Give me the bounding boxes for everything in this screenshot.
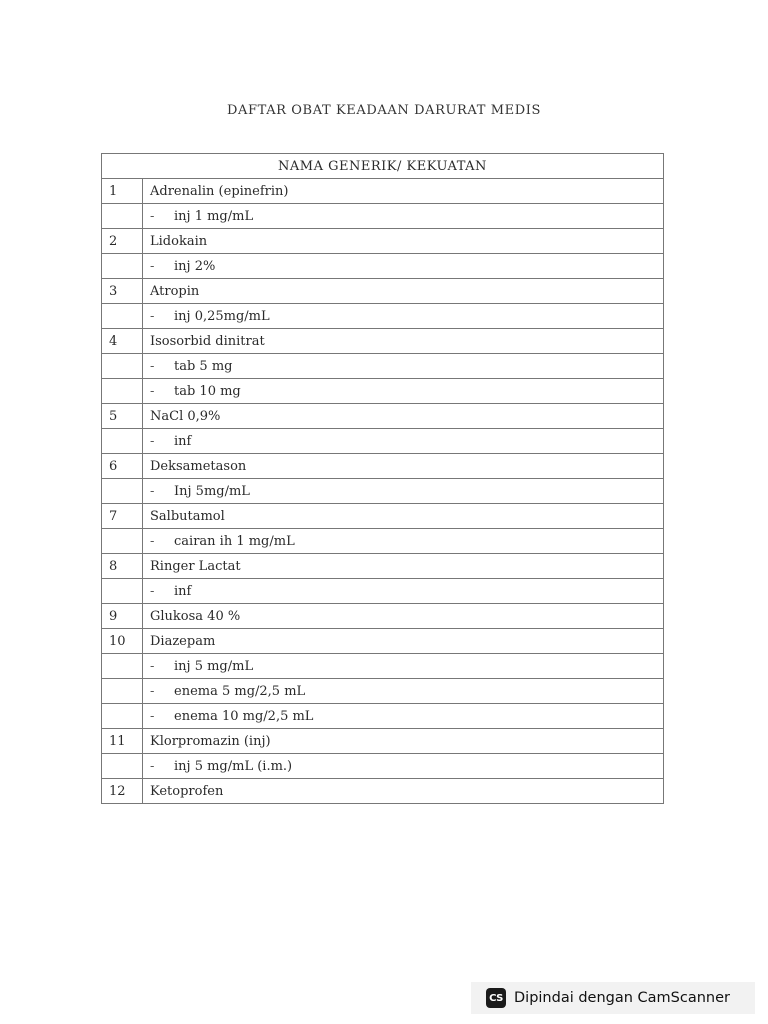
drug-name-cell: Atropin [143,279,664,304]
table-row-drug [102,229,664,254]
strength-cell [143,679,664,704]
table-row-drug [102,729,664,754]
strength-cell [143,579,664,604]
strength-cell [143,204,664,229]
strength-text: cairan ih 1 mg/mL [174,533,295,549]
drug-name-cell: Ringer Lactat [143,554,664,579]
row-number: 10 [102,629,143,654]
table-row-drug [102,604,664,629]
row-number: 7 [102,504,143,529]
table-row-strength [102,479,664,504]
row-number: 8 [102,554,143,579]
row-number [102,679,143,704]
table-row-strength [102,429,664,454]
strength-cell [143,754,664,779]
row-number: 4 [102,329,143,354]
bullet-dash: - [150,583,155,599]
drug-name-cell: Klorpromazin (inj) [143,729,664,754]
table-row-strength [102,704,664,729]
row-number: 1 [102,179,143,204]
table-row-strength [102,679,664,704]
strength-cell [143,304,664,329]
bullet-dash: - [150,383,155,399]
bullet-dash: - [150,758,155,774]
table-row-drug [102,554,664,579]
drug-name-cell: Diazepam [143,629,664,654]
row-number [102,654,143,679]
table-row-drug [102,454,664,479]
table-row-strength [102,304,664,329]
table-row-strength [102,529,664,554]
bullet-dash: - [150,658,155,674]
strength-text: tab 5 mg [174,358,233,374]
bullet-dash: - [150,533,155,549]
table-header: NAMA GENERIK/ KEKUATAN [102,154,664,179]
strength-text: inj 1 mg/mL [174,208,254,224]
bullet-dash: - [150,258,155,274]
row-number: 11 [102,729,143,754]
table-row-strength [102,654,664,679]
table-row-drug [102,279,664,304]
row-number [102,379,143,404]
bullet-dash: - [150,708,155,724]
row-number [102,704,143,729]
row-number [102,254,143,279]
strength-text: inj 2% [174,258,216,274]
table-row-strength [102,754,664,779]
table-row-drug [102,779,664,804]
strength-cell [143,379,664,404]
strength-text: inj 5 mg/mL [174,658,254,674]
bullet-dash: - [150,208,155,224]
strength-text: Inj 5mg/mL [174,483,250,499]
table-row-strength [102,579,664,604]
drug-name-cell: Ketoprofen [143,779,664,804]
drug-name-cell: NaCl 0,9% [143,404,664,429]
camscanner-logo-text: CS [489,992,503,1004]
drug-name-cell: Isosorbid dinitrat [143,329,664,354]
table-row-drug [102,629,664,654]
bullet-dash: - [150,308,155,324]
drug-name-cell: Deksametason [143,454,664,479]
row-number [102,304,143,329]
row-number: 9 [102,604,143,629]
strength-text: inj 5 mg/mL (i.m.) [174,758,293,774]
bullet-dash: - [150,683,155,699]
row-number [102,754,143,779]
strength-text: inf [174,433,192,449]
table-row-drug [102,329,664,354]
table-body [102,179,664,804]
row-number: 12 [102,779,143,804]
row-number [102,204,143,229]
strength-cell [143,704,664,729]
strength-text: inj 0,25mg/mL [174,308,270,324]
drug-name-cell: Glukosa 40 % [143,604,664,629]
table-row-strength [102,379,664,404]
row-number [102,479,143,504]
strength-cell [143,654,664,679]
camscanner-logo-icon [486,988,506,1008]
strength-text: enema 5 mg/2,5 mL [174,683,306,699]
drug-name-cell: Adrenalin (epinefrin) [143,179,664,204]
drug-name-cell: Salbutamol [143,504,664,529]
row-number: 5 [102,404,143,429]
table-row-strength [102,354,664,379]
row-number [102,354,143,379]
bullet-dash: - [150,433,155,449]
table-row-drug [102,404,664,429]
table-row-strength [102,254,664,279]
row-number: 2 [102,229,143,254]
document-title: DAFTAR OBAT KEADAAN DARURAT MEDIS [227,103,541,118]
table-row-drug [102,504,664,529]
table-row-strength [102,204,664,229]
camscanner-watermark [471,982,755,1014]
bullet-dash: - [150,483,155,499]
bullet-dash: - [150,358,155,374]
strength-text: enema 10 mg/2,5 mL [174,708,314,724]
strength-cell [143,354,664,379]
medication-table [101,153,664,804]
row-number [102,579,143,604]
watermark-label: Dipindai dengan CamScanner [514,990,731,1006]
row-number: 6 [102,454,143,479]
drug-name-cell: Lidokain [143,229,664,254]
row-number [102,429,143,454]
strength-cell [143,254,664,279]
strength-cell [143,529,664,554]
strength-cell [143,479,664,504]
strength-cell [143,429,664,454]
strength-text: inf [174,583,192,599]
row-number [102,529,143,554]
table-row-drug [102,179,664,204]
row-number: 3 [102,279,143,304]
strength-text: tab 10 mg [174,383,241,399]
table-header-row [102,154,664,179]
